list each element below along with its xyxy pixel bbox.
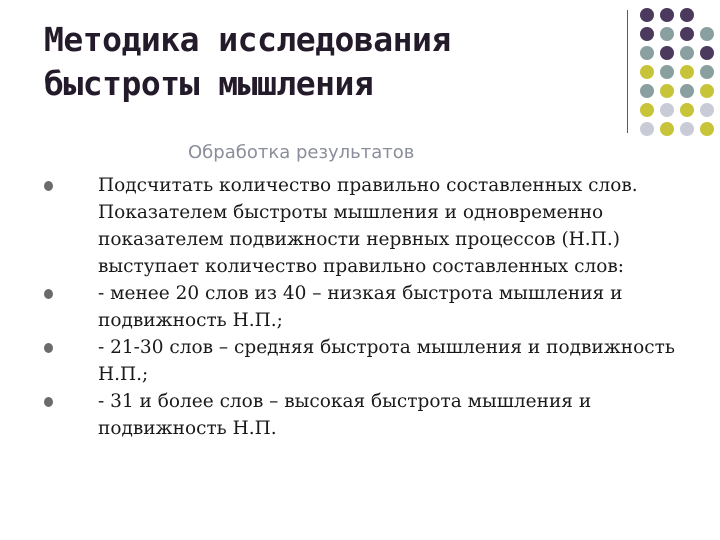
slide-title-line-1: Методика исследования bbox=[44, 20, 451, 59]
decorative-dot bbox=[660, 103, 674, 117]
decorative-dot bbox=[700, 84, 714, 98]
decorative-dot bbox=[700, 46, 714, 60]
decorative-dot bbox=[680, 103, 694, 117]
decorative-dot bbox=[700, 103, 714, 117]
slide-title bbox=[44, 18, 604, 106]
bullet-dot-icon bbox=[44, 343, 53, 353]
decorative-dot bbox=[700, 122, 714, 136]
decorative-dot bbox=[660, 46, 674, 60]
decorative-dot bbox=[640, 122, 654, 136]
decorative-dot bbox=[700, 8, 714, 22]
decorative-dot-grid bbox=[640, 8, 714, 136]
decorative-dot bbox=[680, 84, 694, 98]
title-divider-line bbox=[627, 10, 628, 133]
decorative-dot bbox=[640, 27, 654, 41]
decorative-dot bbox=[660, 122, 674, 136]
bullet-dot-icon bbox=[44, 397, 53, 407]
decorative-dot bbox=[640, 84, 654, 98]
bullet-item bbox=[44, 334, 684, 388]
bullet-list bbox=[44, 172, 684, 442]
bullet-item bbox=[44, 280, 684, 334]
decorative-dot bbox=[680, 122, 694, 136]
bullet-text: - 21-30 слов – средняя быстрота мышления и подвижность Н.П.; bbox=[98, 337, 675, 385]
decorative-dot bbox=[640, 46, 654, 60]
bullet-dot-icon bbox=[44, 181, 53, 191]
bullet-dot-icon bbox=[44, 289, 53, 299]
decorative-dot bbox=[680, 65, 694, 79]
decorative-dot bbox=[640, 8, 654, 22]
decorative-dot bbox=[680, 46, 694, 60]
bullet-text: Подсчитать количество правильно составленных слов. Показателем быстроты мышления и одновременно показателем подвижности нервных процессов (Н.П.) выступает количество правильно составленных слов: bbox=[98, 175, 638, 277]
bullet-text: - 31 и более слов – высокая быстрота мышления и подвижность Н.П. bbox=[98, 391, 592, 439]
decorative-dot bbox=[660, 65, 674, 79]
decorative-dot bbox=[660, 8, 674, 22]
decorative-dot bbox=[640, 65, 654, 79]
bullet-item bbox=[44, 172, 684, 280]
bullet-text: - менее 20 слов из 40 – низкая быстрота мышления и подвижность Н.П.; bbox=[98, 283, 623, 331]
decorative-dot bbox=[640, 103, 654, 117]
decorative-dot bbox=[660, 84, 674, 98]
decorative-dot bbox=[700, 27, 714, 41]
bullet-item bbox=[44, 388, 684, 442]
decorative-dot bbox=[680, 27, 694, 41]
slide-title-line-2: быстроты мышления bbox=[44, 64, 374, 103]
decorative-dot bbox=[660, 27, 674, 41]
decorative-dot bbox=[700, 65, 714, 79]
decorative-dot bbox=[680, 8, 694, 22]
slide-subtitle: Обработка результатов bbox=[188, 142, 415, 163]
